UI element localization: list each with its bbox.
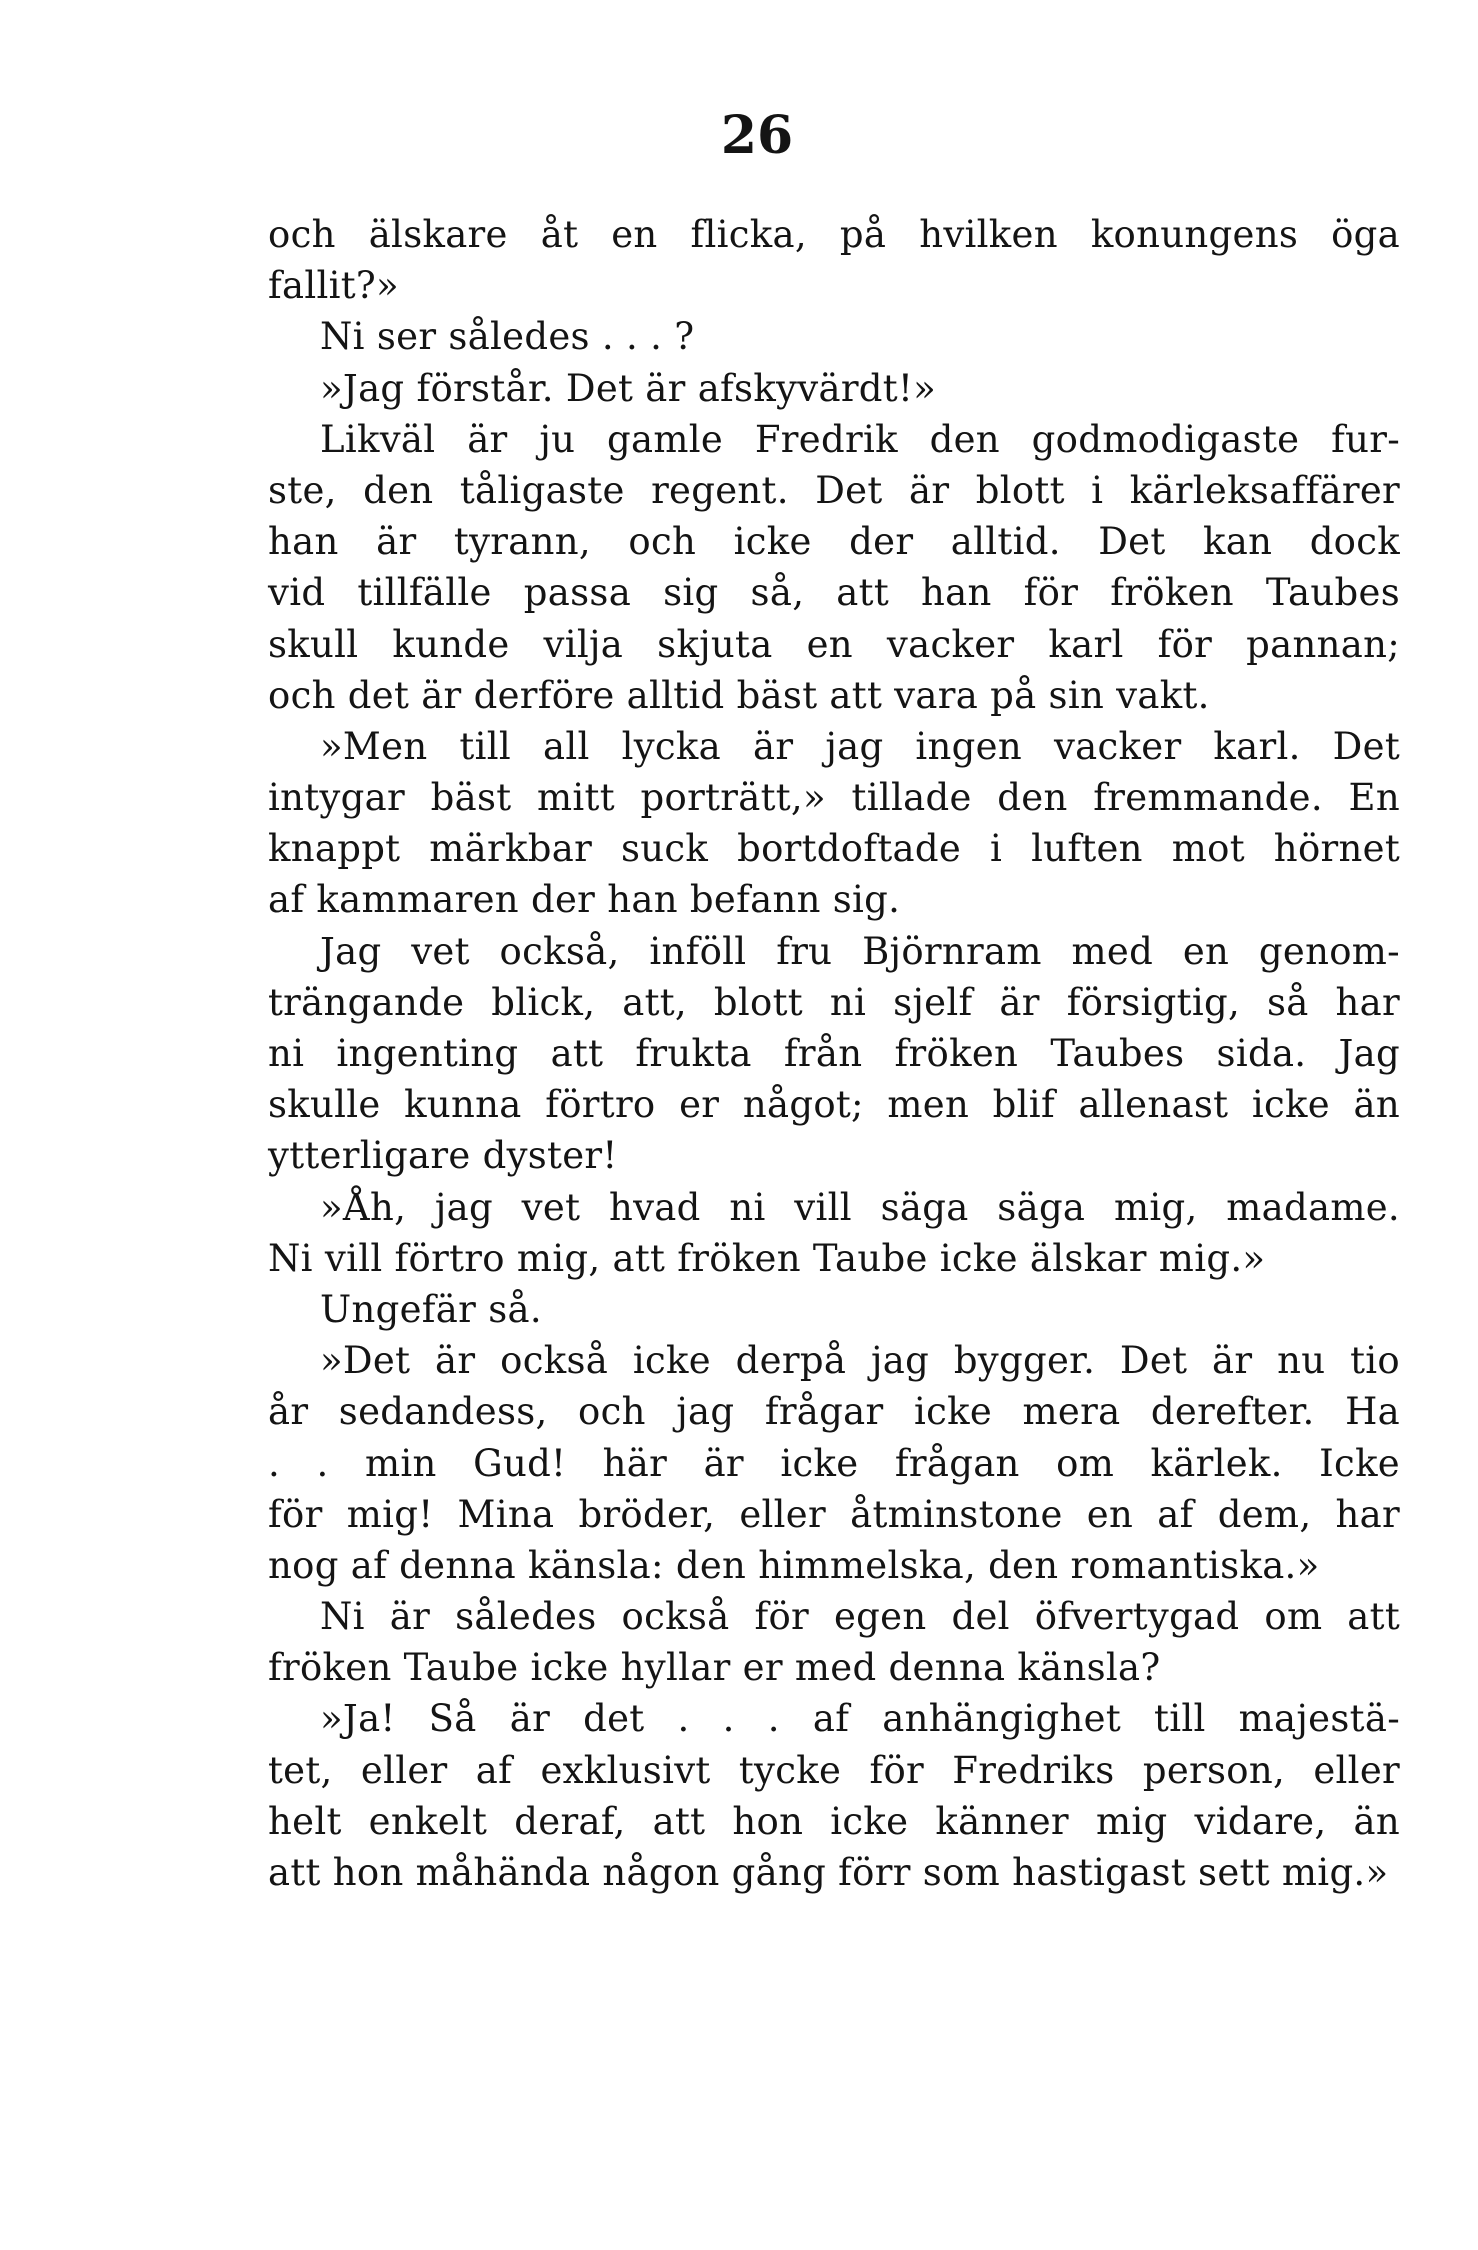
text-line: att hon måhända någon gång förr som hastigast sett mig.» (268, 1851, 1389, 1894)
text-line: Likväl är ju gamle Fredrik den godmodigaste fur- (320, 417, 1400, 461)
text-line: Ni är således också för egen del öfvertygad om att (320, 1595, 1400, 1639)
text-line: . . min Gud! här är icke frågan om kärlek. Icke (268, 1441, 1400, 1485)
text-line: fallit?» (268, 264, 399, 308)
text-line: knappt märkbar suck bortdoftade i luften mot hörnet (268, 827, 1400, 871)
text-line: skull kunde vilja skjuta en vacker karl för pannan; (268, 622, 1400, 666)
text-line: »Ja! Så är det . . . af anhängighet till majestä- (320, 1697, 1400, 1741)
text-line: vid tillfälle passa sig så, att han för fröken Taubes (268, 571, 1400, 615)
text-line: för mig! Mina bröder, eller åtminstone en af dem, har (268, 1492, 1400, 1536)
text-line: skulle kunna förtro er något; men blif allenast icke än (268, 1083, 1400, 1127)
text-line: och det är derföre alltid bäst att vara på sin vakt. (268, 673, 1210, 717)
text-line: helt enkelt deraf, att hon icke känner mig vidare, än (268, 1799, 1400, 1843)
text-line: år sedandess, och jag frågar icke mera derefter. Ha (268, 1390, 1400, 1434)
text-line: Ni vill förtro mig, att fröken Taube icke älskar mig.» (268, 1236, 1266, 1280)
text-line: Jag vet också, inföll fru Björnram med en genom- (320, 929, 1400, 973)
text-line: fröken Taube icke hyllar er med denna känsla? (268, 1646, 1161, 1690)
text-line: han är tyrann, och icke der alltid. Det kan dock (268, 520, 1400, 564)
text-line: »Åh, jag vet hvad ni vill säga säga mig, madame. (320, 1185, 1400, 1229)
page-number: 26 (720, 105, 794, 166)
text-line: tet, eller af exklusivt tycke för Fredriks person, eller (268, 1748, 1400, 1792)
text-line: Ungefär så. (320, 1287, 542, 1331)
text-line: »Det är också icke derpå jag bygger. Det är nu tio (320, 1339, 1400, 1383)
text-line: nog af denna känsla: den himmelska, den romantiska.» (268, 1543, 1320, 1587)
text-line: ni ingenting att frukta från fröken Taubes sida. Jag (268, 1032, 1400, 1075)
text-line: »Jag förstår. Det är afskyvärdt!» (320, 366, 937, 410)
text-line: ste, den tåligaste regent. Det är blott i kärleksaffärer (268, 468, 1400, 512)
text-line: ytterligare dyster! (268, 1134, 618, 1178)
text-line: af kammaren der han befann sig. (268, 878, 901, 922)
text-line: trängande blick, att, blott ni sjelf är försigtig, så har (268, 980, 1400, 1024)
text-line: Ni ser således . . . ? (320, 315, 695, 359)
text-line: och älskare åt en flicka, på hvilken konungens öga (268, 213, 1400, 256)
text-line: intygar bäst mitt porträtt,» tillade den fremmande. En (268, 776, 1400, 820)
page-text (268, 209, 1400, 1898)
text-line: »Men till all lycka är jag ingen vacker karl. Det (320, 724, 1400, 768)
